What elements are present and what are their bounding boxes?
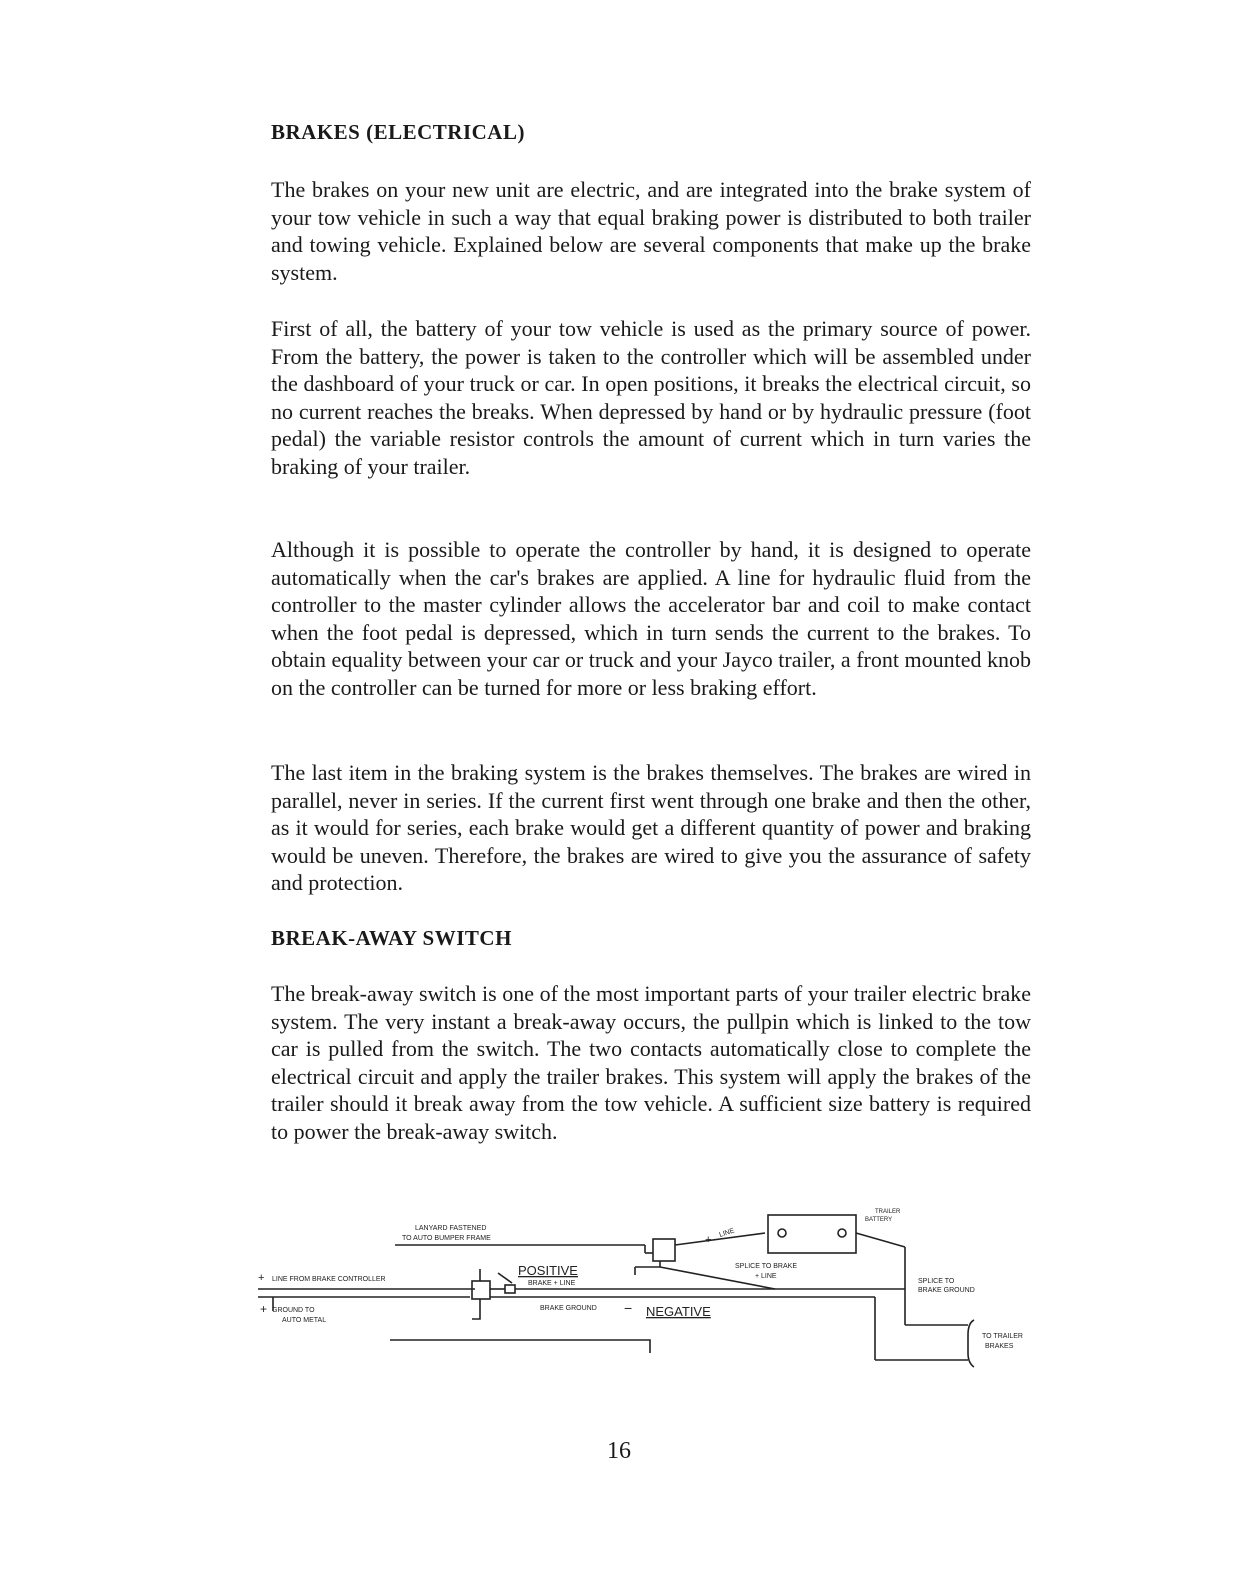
label-plus-controller: + <box>258 1272 265 1284</box>
label-splice-ground-2: BRAKE GROUND <box>918 1287 975 1294</box>
label-splice-brake-2: + LINE <box>755 1273 777 1280</box>
label-to-trailer-2: BRAKES <box>985 1343 1014 1350</box>
label-splice-ground-1: SPLICE TO <box>918 1278 955 1285</box>
label-plus-line: + <box>705 1234 712 1246</box>
circuit <box>258 1215 974 1367</box>
label-brake-line: BRAKE + LINE <box>528 1280 576 1287</box>
label-trailer-battery-1: TRAILER <box>875 1209 901 1215</box>
paragraph-brakes-intro: The brakes on your new unit are electric, and are integrated into the brake system of your tow vehicle in such a way that equal braking power is distributed to both trailer and towing vehicle. Explained below are several components that make up the brake system. <box>271 177 1031 285</box>
label-trailer-battery-2: BATTERY <box>865 1217 893 1223</box>
label-ground-1: GROUND TO <box>272 1307 315 1314</box>
paragraph-hydraulic-operation: Although it is possible to operate the controller by hand, it is designed to operate automatically when the car's brakes are applied. A line for hydraulic fluid from the controller to the master cylinder allows the accelerator bar and coil to make contact when the foot pedal is depressed, which in turn sends the current to the brakes. To obtain equality between your car or truck and your Jayco trailer, a front mounted knob on the controller can be turned for more or less braking effort. <box>271 537 1031 700</box>
label-lanyard-1: LANYARD FASTENED <box>415 1225 487 1232</box>
page-number: 16 <box>607 1438 631 1464</box>
section-heading-break-away-switch: BREAK-AWAY SWITCH <box>271 926 512 950</box>
paragraph-break-away-switch: The break-away switch is one of the most important parts of your trailer electric brake system. The very instant a break-away occurs, the pullpin which is linked to the tow car is pulled from the switch. The two contacts automatically close to complete the electrical circuit and apply the trailer brakes. This system will apply the brakes of the trailer should it break away from the tow vehicle. A sufficient size battery is required to power the break-away switch. <box>271 981 1031 1144</box>
label-line: LINE <box>718 1227 736 1239</box>
label-brake-ground: BRAKE GROUND <box>540 1305 597 1312</box>
paragraph-battery-controller: First of all, the battery of your tow vehicle is used as the primary source of power. From the battery, the power is taken to the controller which will be assembled under the dashboard of your truck or car. In open positions, it breaks the electrical circuit, so no current reaches the breaks. When depressed by hand or by hydraulic pressure (foot pedal) the variable resistor controls the amount of current which in turn varies the braking of your trailer. <box>271 316 1031 479</box>
label-line-from-controller: LINE FROM BRAKE CONTROLLER <box>272 1276 386 1283</box>
label-to-trailer-1: TO TRAILER <box>982 1333 1023 1340</box>
break-away-wiring-diagram <box>250 1195 1050 1390</box>
label-negative: NEGATIVE <box>646 1304 711 1319</box>
label-positive: POSITIVE <box>518 1263 578 1278</box>
section-heading-brakes-electrical: BRAKES (ELECTRICAL) <box>271 120 525 144</box>
label-minus: − <box>624 1300 633 1316</box>
label-splice-brake-1: SPLICE TO BRAKE <box>735 1263 797 1270</box>
label-ground-2: AUTO METAL <box>282 1317 327 1324</box>
paragraph-brakes-parallel: The last item in the braking system is the brakes themselves. The brakes are wired in parallel, never in series. If the current first went through one brake and then the other, as it would for series, each brake would get a different quantity of power and braking would be uneven. Therefore, the brakes are wired to give you the assurance of safety and protection. <box>271 760 1031 895</box>
ground-symbol: + <box>260 1302 268 1316</box>
label-lanyard-2: TO AUTO BUMPER FRAME <box>402 1235 491 1242</box>
